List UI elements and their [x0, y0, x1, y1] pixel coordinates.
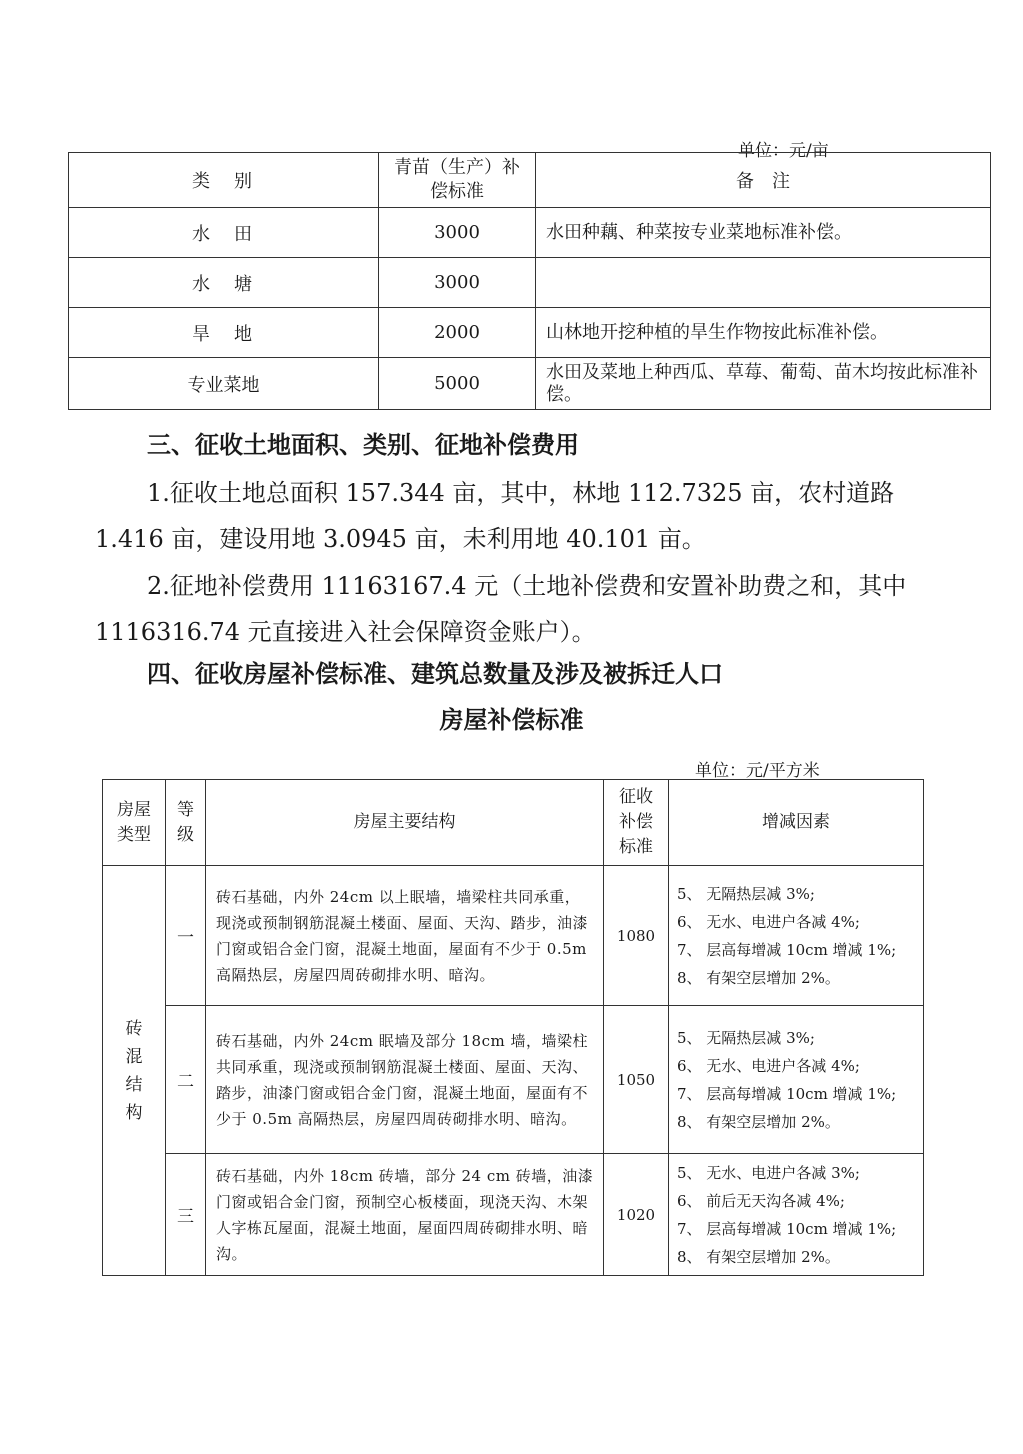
section-3-paragraph-2: 2.征地补偿费用 11163167.4 元（土地补偿费和安置补助费之和，其中 1116316.74 元直接进入社会保障资金账户）。: [95, 572, 907, 646]
factor-item: 5、 无隔热层减 3%;: [677, 1028, 815, 1047]
house-table-title: 房屋补偿标准: [439, 705, 584, 734]
table-row: [69, 358, 991, 410]
factor-item: 8、 有架空层增加 2%。: [677, 1247, 840, 1266]
header-factors: 增减因素: [669, 780, 924, 866]
row-price: 1080: [604, 866, 669, 1006]
row-standard: 2000: [379, 308, 536, 358]
table-row: [69, 308, 991, 358]
row-factors: [669, 866, 924, 1006]
row-remark: 水田种藕、种菜按专业菜地标准补偿。: [536, 208, 991, 258]
header-category: 类 别: [69, 153, 379, 208]
house-table-unit: 单位：元/平方米: [695, 761, 820, 781]
row-price: 1050: [604, 1006, 669, 1154]
section-3-heading: 三、征收土地面积、类别、征地补偿费用: [147, 430, 579, 459]
row-remark: 山林地开挖种植的旱生作物按此标准补偿。: [536, 308, 991, 358]
factor-item: 6、 前后无天沟各减 4%;: [677, 1191, 845, 1210]
section-4-heading: 四、征收房屋补偿标准、建筑总数量及涉及被拆迁人口: [147, 659, 723, 688]
row-structure: 砖石基础，内外 18cm 砖墙，部分 24 cm 砖墙，油漆门窗或铝合金门窗，预制空心板楼面，现浇天沟、木架人字栋瓦屋面，混凝土地面，屋面四周砖砌排水明、暗沟。: [206, 1154, 604, 1276]
header-structure: 房屋主要结构: [206, 780, 604, 866]
header-standard: 青苗（生产）补偿标准: [379, 153, 536, 208]
table-row: [103, 1154, 924, 1276]
row-category: 水 塘: [69, 258, 379, 308]
row-grade: 二: [166, 1006, 206, 1154]
house-compensation-table: [102, 779, 924, 1276]
factor-item: 7、 层高每增减 10cm 增减 1%;: [677, 940, 897, 959]
factor-item: 5、 无隔热层减 3%;: [677, 884, 815, 903]
factor-item: 8、 有架空层增加 2%。: [677, 1112, 840, 1131]
row-standard: 3000: [379, 258, 536, 308]
table-row: [103, 866, 924, 1006]
row-remark: [536, 258, 991, 308]
row-remark: 水田及菜地上种西瓜、草莓、葡萄、苗木均按此标准补偿。: [536, 358, 991, 410]
row-category: 专业菜地: [69, 358, 379, 410]
table-row: [103, 1006, 924, 1154]
row-factors: [669, 1154, 924, 1276]
row-factors: [669, 1006, 924, 1154]
row-structure: 砖石基础，内外 24cm 以上眠墙，墙梁柱共同承重，现浇或预制钢筋混凝土楼面、屋面、天沟、踏步，油漆门窗或铝合金门窗，混凝土地面，屋面有不少于 0.5m 高隔热层，房屋四周砖砌排水明、暗沟。: [206, 866, 604, 1006]
factor-item: 7、 层高每增减 10cm 增减 1%;: [677, 1084, 897, 1103]
factor-item: 6、 无水、电进户各减 4%;: [677, 912, 860, 931]
table-row: [69, 258, 991, 308]
factor-item: 6、 无水、电进户各减 4%;: [677, 1056, 860, 1075]
table-row: [69, 208, 991, 258]
land-table-unit: 单位：元/亩: [738, 141, 829, 161]
land-compensation-table: [68, 152, 991, 410]
row-standard: 3000: [379, 208, 536, 258]
factor-item: 8、 有架空层增加 2%。: [677, 968, 840, 987]
house-type-label: 砖混结构: [103, 866, 166, 1276]
row-structure: 砖石基础，内外 24cm 眠墙及部分 18cm 墙，墙梁柱共同承重，现浇或预制钢筋混凝土楼面、屋面、天沟、踏步，油漆门窗或铝合金门窗，混凝土地面，屋面有不少于 0.5m 高隔热层，房屋四周砖砌排水明、暗沟。: [206, 1006, 604, 1154]
row-grade: 一: [166, 866, 206, 1006]
header-price: 征收补偿标准: [604, 780, 669, 866]
row-grade: 三: [166, 1154, 206, 1276]
header-grade: 等级: [166, 780, 206, 866]
factor-item: 7、 层高每增减 10cm 增减 1%;: [677, 1219, 897, 1238]
factor-item: 5、 无水、电进户各减 3%;: [677, 1163, 860, 1182]
header-house-type: 房屋类型: [103, 780, 166, 866]
table-header-row: [69, 153, 991, 208]
row-price: 1020: [604, 1154, 669, 1276]
table-header-row: [103, 780, 924, 866]
row-standard: 5000: [379, 358, 536, 410]
row-category: 旱 地: [69, 308, 379, 358]
row-category: 水 田: [69, 208, 379, 258]
header-remark: 备 注: [536, 153, 991, 208]
section-3-paragraph-1: 1.征收土地总面积 157.344 亩，其中，林地 112.7325 亩，农村道路 1.416 亩，建设用地 3.0945 亩，未利用地 40.101 亩。: [95, 479, 895, 553]
